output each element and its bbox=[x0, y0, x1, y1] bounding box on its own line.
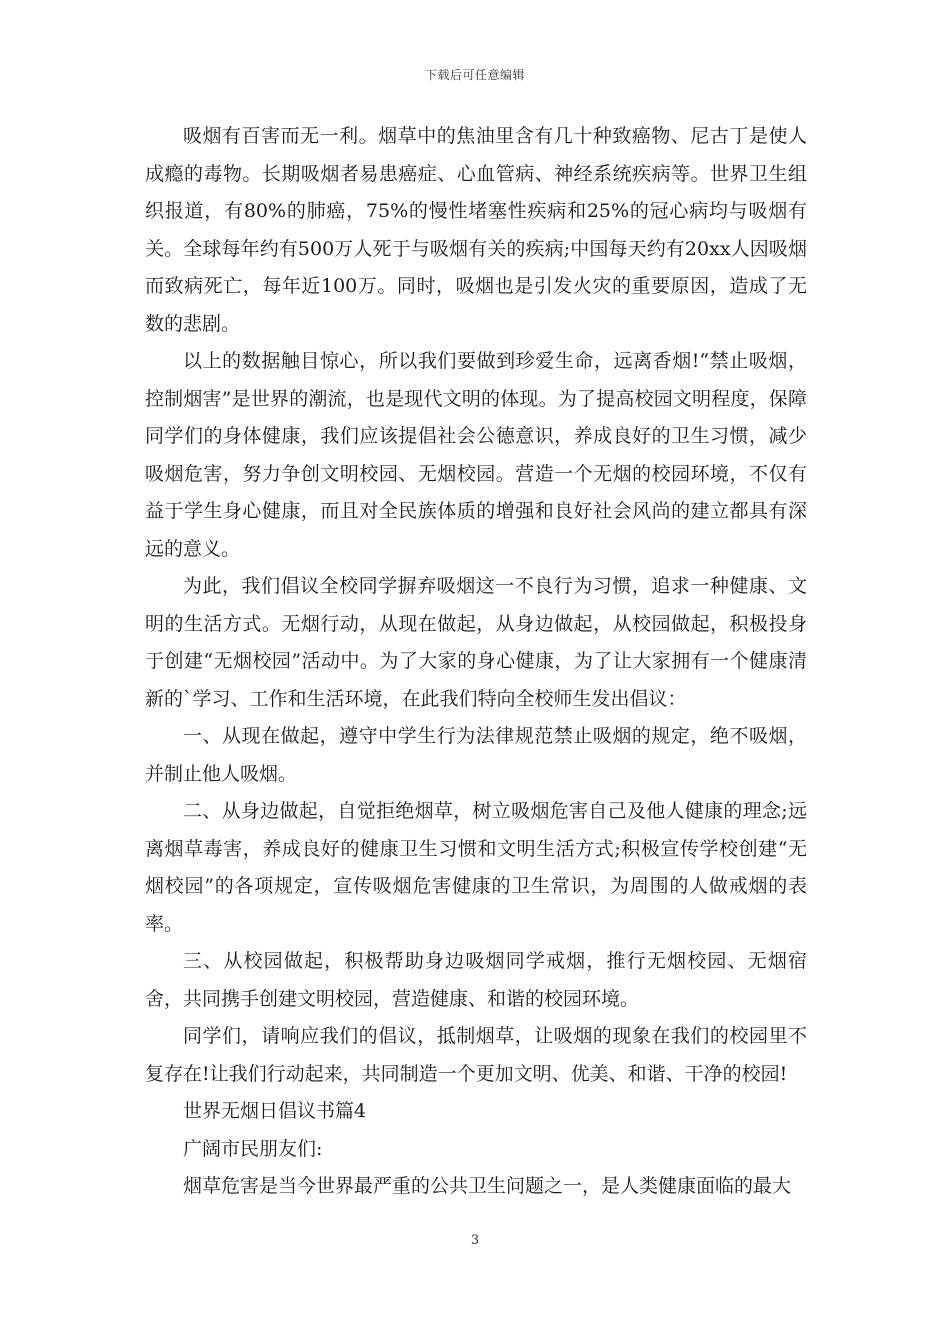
paragraph-tobacco-hazard: 烟草危害是当今世界最严重的公共卫生问题之一，是人类健康面临的最大 bbox=[183, 1175, 792, 1197]
paragraph-smoking-harm: 吸烟有百害而无一利。烟草中的焦油里含有几十种致癌物、尼古丁是使人成瘾的毒物。长期吸烟者易患癌症、心血管病、神经系统疾病等。世界卫生组织报道，有80%的肺癌，75%的慢性堵塞性疾病和25%的冠心病均与吸烟有关。全球每年约有500万人死于与吸烟有关的疾病;中国每天约有20xx人因吸烟而致病死亡，每年近100万。同时，吸烟也是引发火灾的重要原因，造成了无数的悲剧。 bbox=[145, 125, 807, 335]
page-header: 下载后可任意编辑 bbox=[424, 68, 525, 82]
salutation: 广阔市民朋友们: bbox=[183, 1137, 323, 1160]
paragraph-proposal-intro: 为此，我们倡议全校同学摒弃吸烟这一不良行为习惯，追求一种健康、文明的生活方式。无烟行动，从现在做起，从身边做起，从校园做起，积极投身于创建“无烟校园”活动中。为了大家的身心健康，为了让大家拥有一个健康清新的`学习、工作和生活环境，在此我们特向全校师生发出倡议： bbox=[145, 575, 807, 710]
paragraph-call-to-action: 同学们，请响应我们的倡议，抵制烟草，让吸烟的现象在我们的校园里不复存在!让我们行动起来，共同制造一个更加文明、优美、和谐、干净的校园! bbox=[145, 1025, 807, 1085]
section-heading: 世界无烟日倡议书篇4 bbox=[183, 1100, 367, 1122]
paragraph-point-one: 一、从现在做起，遵守中学生行为法律规范禁止吸烟的规定，绝不吸烟，并制止他人吸烟。 bbox=[145, 725, 807, 785]
paragraph-point-two: 二、从身边做起，自觉拒绝烟草，树立吸烟危害自己及他人健康的理念;远离烟草毒害，养成良好的健康卫生习惯和文明生活方式;积极宣传学校创建“无烟校园”的各项规定，宣传吸烟危害健康的卫生常识，为周围的人做戒烟的表率。 bbox=[145, 800, 807, 935]
paragraph-cherish-life: 以上的数据触目惊心，所以我们要做到珍爱生命，远离香烟!“禁止吸烟，控制烟害”是世界的潮流，也是现代文明的体现。为了提高校园文明程度，保障同学们的身体健康，我们应该提倡社会公德意识，养成良好的卫生习惯，减少吸烟危害，努力争创文明校园、无烟校园。营造一个无烟的校园环境，不仅有益于学生身心健康，而且对全民族体质的增强和良好社会风尚的建立都具有深远的意义。 bbox=[145, 350, 807, 560]
paragraph-point-three: 三、从校园做起，积极帮助身边吸烟同学戒烟，推行无烟校园、无烟宿舍，共同携手创建文明校园，营造健康、和谐的校园环境。 bbox=[145, 950, 807, 1010]
document-body bbox=[145, 118, 807, 1206]
page-number: 3 bbox=[470, 1233, 480, 1248]
